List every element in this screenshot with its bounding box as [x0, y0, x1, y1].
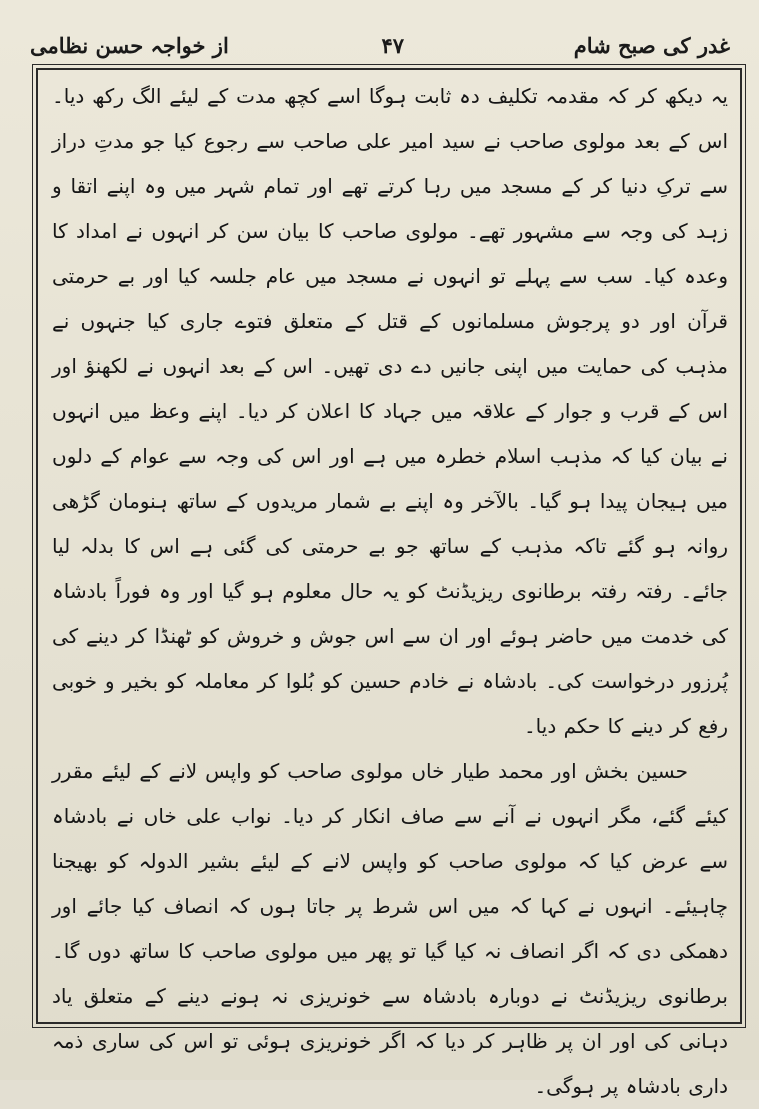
page-body — [52, 74, 728, 1098]
paragraph-2: حسین بخش اور محمد طیار خاں مولوی صاحب کو واپس لانے کے لیئے مقرر کیئے گئے، مگر انہوں نے آنے سے صاف انکار کر دیا۔ نواب علی خاں نے بادشاہ سے عرض کیا کہ مولوی صاحب کو واپس لانے کے لیئے بشیر الدولہ کو بھیجنا چاہیئے۔ انہوں نے کہا کہ میں اس شرط پر جاتا ہوں کہ انصاف کیا جائے اور دھمکی دی کہ اگر انصاف نہ کیا گیا تو پھر میں مولوی صاحب کا ساتھ دوں گا۔ برطانوی ریزیڈنٹ نے دوبارہ بادشاہ سے خونریزی نہ ہونے دینے کے متعلق یاد دہانی کی اور ان پر ظاہر کر دیا کہ اگر خونریزی ہوئی تو اس کی ساری ذمہ داری بادشاہ پر ہوگی۔ — [52, 759, 728, 1098]
page-number: ۴۷ — [381, 33, 404, 58]
page-header — [30, 28, 730, 68]
book-title: غدر کی صبح شام — [573, 33, 730, 58]
paragraph-1: یہ دیکھ کر کہ مقدمہ تکلیف دہ ثابت ہوگا اسے کچھ مدت کے لیئے الگ رکھ دیا۔ اس کے بعد مولوی صاحب نے سید امیر علی صاحب سے رجوع کیا جو مدتِ دراز سے ترکِ دنیا کر کے مسجد میں رہا کرتے تھے اور تمام شہر میں وہ اپنے اتقا و زہد کی وجہ سے مشہور تھے۔ مولوی صاحب کا بیان سن کر انہوں نے امداد کا وعدہ کیا۔ سب سے پہلے تو انہوں نے مسجد میں عام جلسہ کیا اور بے حرمتی قرآن اور دو پرجوش مسلمانوں کے قتل کے متعلق فتوے جاری کیا جنہوں نے مذہب کی حمایت میں اپنی جانیں دے دی تھیں۔ اس کے بعد انہوں نے لکھنؤ اور اس کے قرب و جوار کے علاقہ میں جہاد کا اعلان کر دیا۔ اپنے وعظ میں انہوں نے بیان کیا کہ مذہب اسلام خطرہ میں ہے اور اس کی وجہ سے عوام کے دلوں میں ہیجان پیدا ہو گیا۔ بالآخر وہ اپنے بے شمار مریدوں کے ساتھ ہنومان گڑھی روانہ ہو گئے تاکہ مذہب کے ساتھ جو بے حرمتی کی گئی ہے اس کا بدلہ لیا جائے۔ رفتہ رفتہ برطانوی ریزیڈنٹ کو یہ حال معلوم ہو گیا اور وہ فوراً بادشاہ کی خدمت میں حاضر ہوئے اور ان سے اس جوش و خروش کو ٹھنڈا کر دینے کی پُرزور درخواست کی۔ بادشاہ نے خادم حسین کو بُلوا کر معاملہ کو بخیر و خوبی رفع کر دینے کا حکم دیا۔ — [52, 84, 728, 738]
author-name: از خواجہ حسن نظامی — [30, 33, 229, 58]
